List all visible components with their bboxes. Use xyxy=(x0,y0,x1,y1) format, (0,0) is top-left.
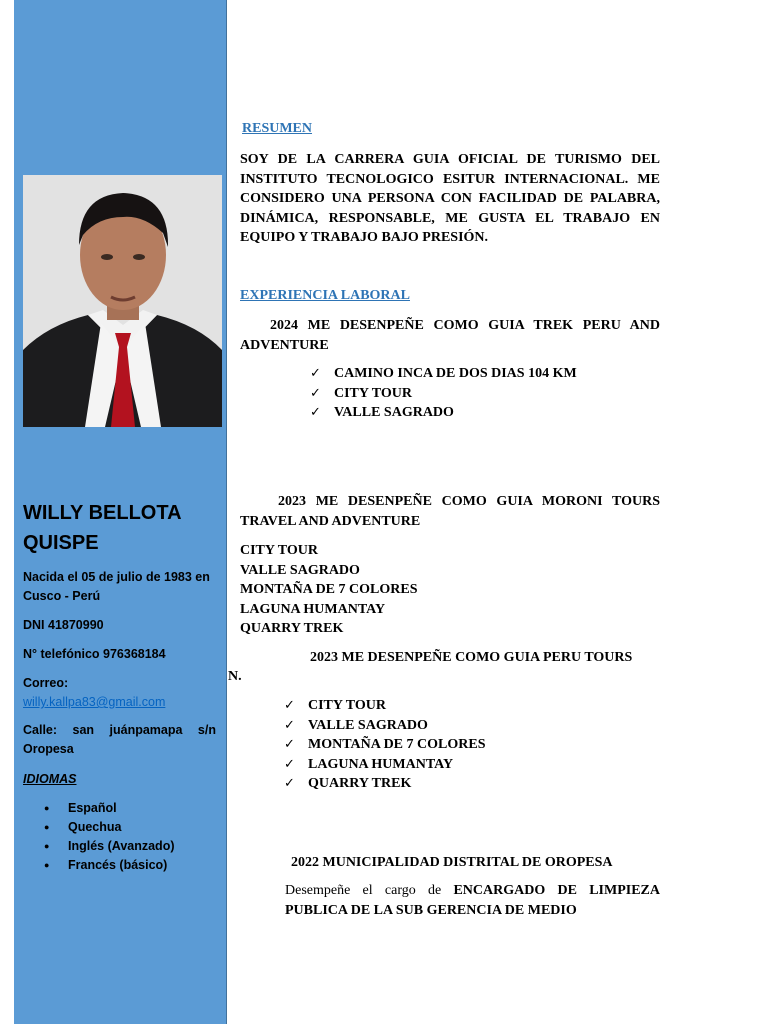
birth-info: Nacida el 05 de julio de 1983 en Cusco - Perú xyxy=(23,570,210,603)
job3-list xyxy=(284,696,485,794)
profile-photo xyxy=(23,175,222,427)
job2-title: 2023 ME DESENPEÑE COMO GUIA MORONI TOURS TRAVEL AND ADVENTURE xyxy=(240,494,660,529)
job3-item: ✓ MONTAÑA DE 7 COLORES xyxy=(284,735,485,755)
resumen-text: SOY DE LA CARRERA GUIA OFICIAL DE TURISMO DEL INSTITUTO TECNOLOGICO ESITUR INTERNACIONAL. ME CONSIDERO UNA PERSONA CON FACILIDAD DE PALABRA, DINÁMICA, RESPONSABLE, ME GUSTA EL TRABAJO EN EQUIPO Y TRABAJO BAJO PRESIÓN. xyxy=(240,152,660,245)
job2-item: VALLE SAGRADO xyxy=(240,562,360,578)
job1-item: ✓ CAMINO INCA DE DOS DIAS 104 KM xyxy=(310,364,577,384)
job4-desc-prefix: Desempeñe el cargo de xyxy=(285,883,454,898)
job3-item: ✓ VALLE SAGRADO xyxy=(284,716,485,736)
job1-item: ✓ CITY TOUR xyxy=(310,384,577,404)
name-line-2: QUISPE xyxy=(23,532,99,554)
job3-item: ✓ QUARRY TREK xyxy=(284,774,485,794)
job3-title-cont: N. xyxy=(228,669,242,684)
languages-title: IDIOMAS xyxy=(23,772,77,786)
person-portrait-icon xyxy=(23,175,222,427)
email-block xyxy=(23,674,216,712)
language-item: ● Español xyxy=(23,799,216,818)
experience-heading: EXPERIENCIA LABORAL xyxy=(240,288,410,303)
address-info: Calle: san juánpamapa s/n Oropesa xyxy=(23,723,216,756)
job1-item: ✓ VALLE SAGRADO xyxy=(310,403,577,423)
dni-info: DNI 41870990 xyxy=(23,618,104,632)
job1-list xyxy=(310,364,577,423)
job2-item: LAGUNA HUMANTAY xyxy=(240,601,386,617)
resumen-heading: RESUMEN xyxy=(242,121,313,136)
language-item: ● Inglés (Avanzado) xyxy=(23,837,216,856)
email-link[interactable]: willy.kallpa83@gmail.com xyxy=(23,695,166,709)
job4-desc-bold: ENCARGADO DE LIMPIEZA PUBLICA DE LA SUB GERENCIA DE MEDIO xyxy=(285,883,660,918)
job3-item: ✓ LAGUNA HUMANTAY xyxy=(284,755,485,775)
job3-title: 2023 ME DESENPEÑE COMO GUIA PERU TOURS xyxy=(310,650,633,665)
job2-item: CITY TOUR xyxy=(240,543,318,558)
job4-title: 2022 MUNICIPALIDAD DISTRITAL DE OROPESA xyxy=(291,855,613,870)
language-item: ● Quechua xyxy=(23,818,216,837)
email-label: Correo: xyxy=(23,676,69,690)
phone-info: N° telefónico 976368184 xyxy=(23,647,166,661)
languages-list xyxy=(23,799,216,875)
job2-list xyxy=(240,541,417,639)
job2-item: QUARRY TREK xyxy=(240,621,344,636)
language-item: ● Francés (básico) xyxy=(23,856,216,875)
languages-section xyxy=(23,770,216,875)
job2-item: MONTAÑA DE 7 COLORES xyxy=(240,582,418,597)
profile-name xyxy=(23,498,223,558)
job1-title: 2024 ME DESENPEÑE COMO GUIA TREK PERU AND ADVENTURE xyxy=(240,318,660,353)
name-line-1: WILLY BELLOTA xyxy=(23,502,182,524)
job3-item: ✓ CITY TOUR xyxy=(284,696,485,716)
job4-description xyxy=(285,881,660,920)
